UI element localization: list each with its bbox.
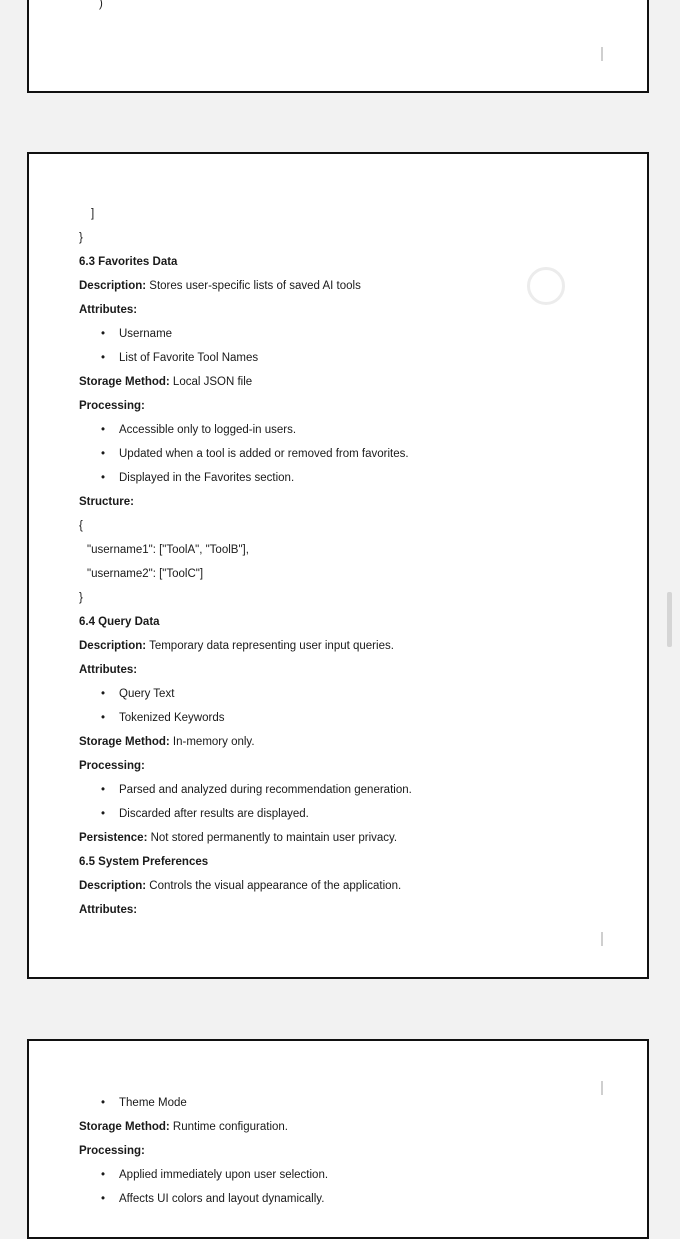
page-1-content bbox=[79, 0, 617, 16]
labeled-line bbox=[79, 298, 617, 322]
document-page-1 bbox=[27, 0, 649, 93]
list-item bbox=[79, 706, 617, 730]
list-item-text: Displayed in the Favorites section. bbox=[119, 472, 295, 484]
list-item-text: Parsed and analyzed during recommendation generation. bbox=[119, 784, 412, 796]
list-item-text: Tokenized Keywords bbox=[119, 712, 225, 724]
field-value: Temporary data representing user input queries. bbox=[146, 640, 394, 652]
list-item-text: Updated when a tool is added or removed from favorites. bbox=[119, 448, 409, 460]
field-label: Storage Method: bbox=[79, 736, 170, 748]
code-line: } bbox=[79, 232, 83, 244]
field-label: Persistence: bbox=[79, 832, 148, 844]
field-value: In-memory only. bbox=[169, 736, 255, 748]
list-item-text: Theme Mode bbox=[119, 1097, 187, 1109]
list-item bbox=[79, 778, 617, 802]
page-scroll-indicator bbox=[601, 932, 603, 946]
field-label: Description: bbox=[79, 280, 147, 292]
list-item bbox=[79, 802, 617, 826]
list-item-text: List of Favorite Tool Names bbox=[119, 352, 259, 364]
labeled-line bbox=[79, 394, 617, 418]
viewer-scrollbar[interactable] bbox=[667, 592, 672, 647]
labeled-line bbox=[79, 490, 617, 514]
page-3-content bbox=[79, 1091, 617, 1211]
document-page-3 bbox=[27, 1039, 649, 1239]
field-label: Attributes: bbox=[79, 304, 138, 316]
code-line: } bbox=[79, 592, 83, 604]
list-item bbox=[79, 346, 617, 370]
code-line: "username2": ["ToolC"] bbox=[87, 568, 204, 580]
list-item-text: Query Text bbox=[119, 688, 175, 700]
code-line: "username1": ["ToolA", "ToolB"], bbox=[87, 544, 249, 556]
list-item bbox=[79, 1091, 617, 1115]
field-label: Structure: bbox=[79, 496, 134, 508]
code-line: { bbox=[79, 520, 83, 532]
labeled-line bbox=[79, 874, 617, 898]
list-item-text: Username bbox=[119, 328, 173, 340]
list-item-text: Applied immediately upon user selection. bbox=[119, 1169, 329, 1181]
labeled-line bbox=[79, 730, 617, 754]
labeled-line bbox=[79, 754, 617, 778]
field-label: Attributes: bbox=[79, 664, 138, 676]
section-heading: 6.3 Favorites Data bbox=[79, 256, 178, 268]
field-value: Runtime configuration. bbox=[169, 1121, 288, 1133]
field-value: Controls the visual appearance of the application. bbox=[146, 880, 402, 892]
field-value: Not stored permanently to maintain user privacy. bbox=[147, 832, 398, 844]
list-item bbox=[79, 466, 617, 490]
list-item bbox=[79, 682, 617, 706]
field-label: Processing: bbox=[79, 760, 145, 772]
labeled-line bbox=[79, 1115, 617, 1139]
field-label: Description: bbox=[79, 640, 147, 652]
list-item-text: Accessible only to logged-in users. bbox=[119, 424, 297, 436]
list-item-text: Affects UI colors and layout dynamically. bbox=[119, 1193, 325, 1205]
closing-brace: ) bbox=[99, 0, 103, 10]
labeled-line bbox=[79, 898, 617, 922]
field-label: Attributes: bbox=[79, 904, 138, 916]
labeled-line bbox=[79, 634, 617, 658]
field-label: Description: bbox=[79, 880, 147, 892]
section-heading: 6.4 Query Data bbox=[79, 616, 160, 628]
list-item bbox=[79, 418, 617, 442]
code-line: ] bbox=[91, 208, 95, 220]
document-page-2 bbox=[27, 152, 649, 979]
labeled-line bbox=[79, 370, 617, 394]
page-scroll-indicator bbox=[601, 47, 603, 61]
field-label: Processing: bbox=[79, 400, 145, 412]
field-label: Processing: bbox=[79, 1145, 145, 1157]
labeled-line bbox=[79, 826, 617, 850]
field-label: Storage Method: bbox=[79, 376, 170, 388]
list-item bbox=[79, 322, 617, 346]
labeled-line bbox=[79, 274, 617, 298]
field-label: Storage Method: bbox=[79, 1121, 170, 1133]
page-2-content bbox=[79, 202, 617, 922]
page-scroll-indicator bbox=[601, 1081, 603, 1095]
field-value: Stores user-specific lists of saved AI tools bbox=[146, 280, 361, 292]
field-value: Local JSON file bbox=[169, 376, 253, 388]
section-heading: 6.5 System Preferences bbox=[79, 856, 209, 868]
labeled-line bbox=[79, 1139, 617, 1163]
labeled-line bbox=[79, 658, 617, 682]
list-item bbox=[79, 1187, 617, 1211]
list-item-text: Discarded after results are displayed. bbox=[119, 808, 309, 820]
list-item bbox=[79, 442, 617, 466]
list-item bbox=[79, 1163, 617, 1187]
